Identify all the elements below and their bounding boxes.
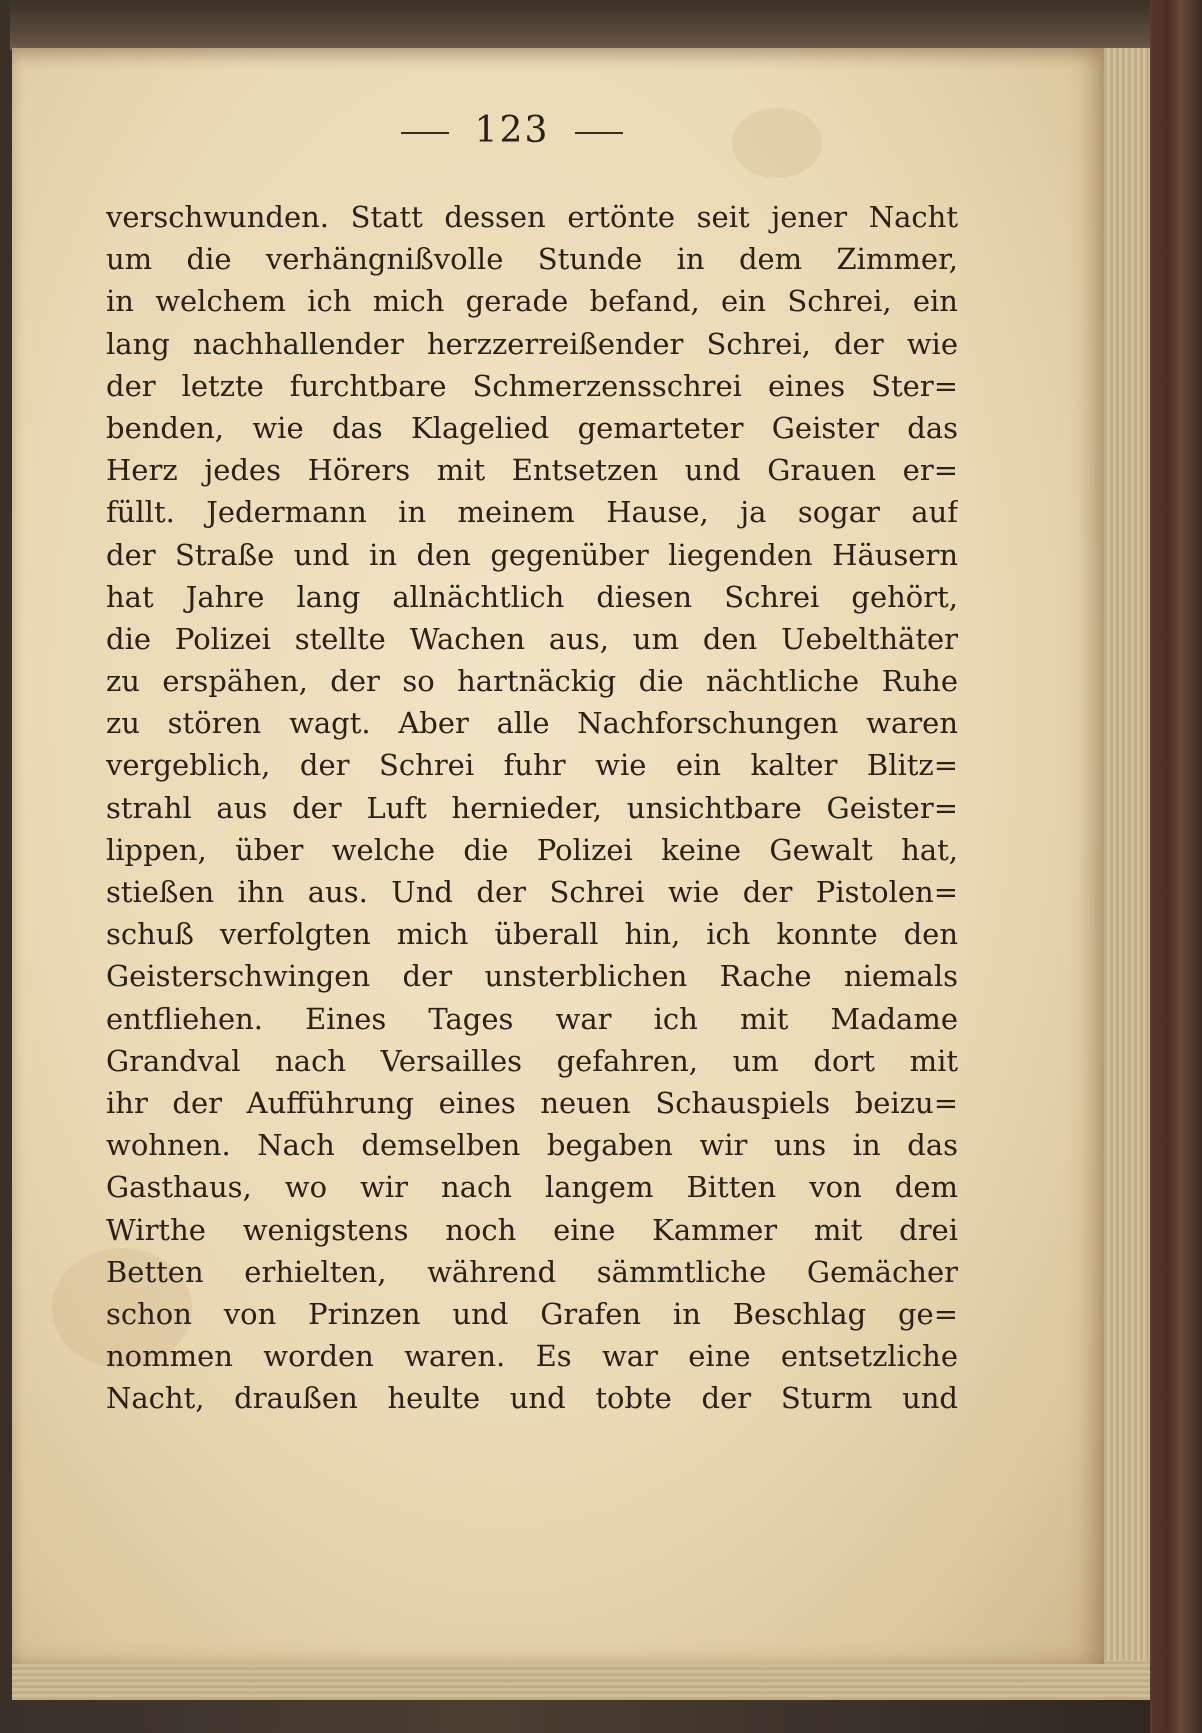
text-line: der letzte furchtbare Schmerzensschrei eines Ster= [106,368,958,403]
text-line: Wirthe wenigstens noch eine Kammer mit drei [106,1212,958,1247]
text-line: die Polizei stellte Wachen aus, um den Uebelthäter [106,621,958,656]
book-cover-left-edge [0,0,10,1733]
text-line: hat Jahre lang allnächtlich diesen Schrei gehört, [106,579,958,614]
text-line: Grandval nach Versailles gefahren, um dort mit [106,1043,958,1078]
text-line: Nacht, draußen heulte und tobte der Sturm und [106,1381,958,1416]
text-line: der Straße und in den gegenüber liegenden Häusern [106,537,958,572]
text-line: in welchem ich mich gerade befand, ein Schrei, ein [106,284,958,319]
page-stack-bottom-edges [12,1660,1152,1700]
page-body-text [106,196,958,1419]
text-line: entfliehen. Eines Tages war ich mit Madame [106,1001,958,1036]
book-cover-top-edge [0,0,1202,50]
book-cover-right-edge [1150,0,1202,1733]
text-line: um die verhängnißvolle Stunde in dem Zimmer, [106,242,958,277]
text-line: lang nachhallender herzzerreißender Schrei, der wie [106,326,958,361]
page-number: 123 [474,110,550,151]
text-line: wohnen. Nach demselben begaben wir uns in das [106,1128,958,1163]
page-header [12,110,1012,151]
book-page [12,48,1104,1664]
text-line: vergeblich, der Schrei fuhr wie ein kalter Blitz= [106,748,958,783]
text-line: füllt. Jedermann in meinem Hause, ja sogar auf [106,495,958,530]
text-line: stießen ihn aus. Und der Schrei wie der Pistolen= [106,875,958,909]
header-dash-left [401,132,449,134]
text-line: Geisterschwingen der unsterblichen Rache niemals [106,959,958,994]
text-line: schon von Prinzen und Grafen in Beschlag ge= [106,1296,958,1331]
text-line: ihr der Aufführung eines neuen Schauspiels beizu= [106,1085,958,1120]
text-line: schuß verfolgten mich überall hin, ich konnte den [106,917,958,952]
text-line: nommen worden waren. Es war eine entsetzliche [106,1339,958,1374]
text-line: Herz jedes Hörers mit Entsetzen und Grauen er= [106,453,958,488]
text-line: zu erspähen, der so hartnäckig die nächtliche Ruhe [106,664,958,699]
text-line: benden, wie das Klagelied gemarteter Geister das [106,410,958,445]
text-line: Betten erhielten, während sämmtliche Gemächer [106,1254,958,1289]
text-line: Gasthaus, wo wir nach langem Bitten von dem [106,1170,958,1205]
text-line: zu stören wagt. Aber alle Nachforschungen waren [106,706,958,741]
text-line: strahl aus der Luft hernieder, unsichtbare Geister= [106,790,958,825]
text-line: verschwunden. Statt dessen ertönte seit jener Nacht [106,200,958,234]
header-dash-right [575,132,623,134]
text-line: lippen, über welche die Polizei keine Gewalt hat, [106,832,958,867]
